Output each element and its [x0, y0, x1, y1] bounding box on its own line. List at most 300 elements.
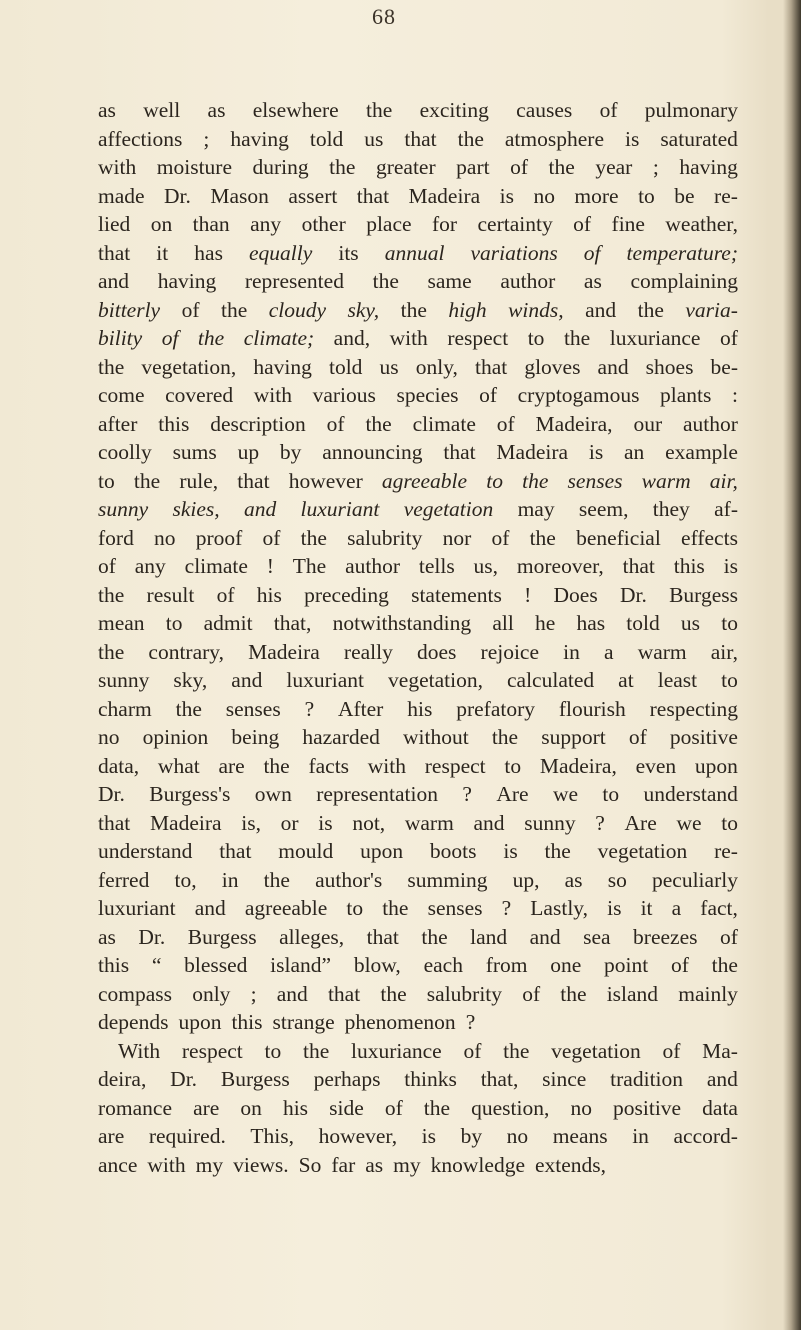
word: air, — [709, 468, 738, 493]
word: so — [607, 867, 627, 892]
word: point — [604, 953, 649, 977]
word: to — [346, 896, 364, 920]
word: my — [195, 1152, 224, 1177]
word: any — [250, 212, 282, 236]
word: ! — [266, 554, 274, 578]
word: mould — [278, 839, 334, 863]
word: So — [298, 1152, 322, 1177]
word: Dr. — [138, 924, 166, 949]
word: preceding — [304, 582, 389, 607]
word: than — [192, 212, 230, 236]
word: it — [156, 240, 169, 265]
word: its — [338, 240, 359, 265]
text-line — [98, 923, 738, 952]
word: to — [264, 1038, 282, 1063]
word: cryptogamous — [517, 383, 640, 407]
word: accord- — [673, 1124, 738, 1148]
word: that — [366, 924, 399, 949]
word: the — [302, 1038, 330, 1063]
word: greater — [375, 155, 436, 179]
word: of — [463, 1038, 482, 1063]
word: “ — [151, 953, 162, 977]
text-line — [98, 809, 738, 838]
word: the — [263, 867, 290, 892]
word: views. — [233, 1152, 289, 1177]
word: peculiarly — [652, 867, 738, 892]
word: agreeable — [381, 468, 468, 493]
word: climate — [412, 411, 476, 436]
word: mean — [98, 611, 145, 635]
word: respect — [181, 1038, 243, 1063]
word: far — [331, 1152, 356, 1177]
word: and — [529, 924, 561, 949]
word: least — [657, 668, 698, 692]
word: of — [496, 411, 515, 436]
word: facts — [308, 753, 350, 778]
word: to — [165, 611, 183, 635]
word: the — [197, 326, 225, 350]
word: Ma- — [702, 1038, 738, 1063]
word: result — [146, 582, 195, 607]
word: plants — [660, 383, 712, 407]
word: the — [563, 326, 591, 350]
word: author — [345, 554, 401, 578]
word: tells — [418, 554, 455, 578]
word: the — [457, 126, 484, 151]
word: having — [230, 126, 289, 151]
word: Lastly, — [530, 896, 589, 920]
text-line — [98, 1065, 738, 1094]
word: having — [157, 269, 217, 293]
word: this — [231, 1010, 263, 1034]
word: statements — [411, 582, 502, 607]
text-line — [98, 951, 738, 980]
word: example — [665, 440, 738, 464]
word: having — [253, 354, 312, 379]
word: with — [98, 155, 137, 179]
word: of — [161, 326, 179, 350]
word: they — [652, 497, 690, 521]
word: place — [366, 212, 412, 236]
word: opinion — [142, 725, 209, 749]
text-line — [98, 1008, 738, 1037]
word: for — [432, 212, 458, 236]
word: the — [380, 981, 407, 1006]
word: only — [192, 981, 231, 1006]
word: the — [503, 1038, 530, 1063]
word: moisture — [156, 155, 232, 179]
word: and — [706, 1067, 738, 1091]
word: told — [328, 354, 363, 379]
word: of — [583, 240, 601, 265]
text-line — [98, 695, 738, 724]
word: salubrity — [426, 981, 503, 1006]
word: ? — [465, 1010, 476, 1034]
word: sunny — [98, 497, 149, 521]
word: flourish — [558, 696, 626, 721]
word: data — [702, 1095, 738, 1120]
word: of — [522, 981, 541, 1006]
word: island” — [270, 953, 332, 977]
word: with — [147, 1152, 186, 1177]
word: high — [448, 297, 487, 322]
word: the — [529, 525, 556, 550]
word: are — [193, 1095, 220, 1120]
word: ! — [524, 582, 532, 607]
word: is — [318, 810, 333, 835]
word: however — [288, 468, 363, 493]
word: even — [635, 753, 677, 778]
word: as — [207, 98, 226, 122]
word: vegetation, — [388, 668, 483, 692]
word: annual — [384, 240, 445, 265]
word: warm — [641, 468, 691, 493]
word: what — [157, 753, 200, 778]
word: come — [98, 383, 145, 407]
word: assert — [288, 183, 338, 208]
word: the — [98, 354, 125, 379]
word: the — [365, 411, 392, 436]
word: is — [503, 839, 518, 863]
text-line — [98, 1094, 738, 1123]
word: data, — [98, 753, 140, 778]
word: told — [626, 611, 660, 635]
word: Mason — [210, 183, 269, 208]
word: vegetation, — [141, 354, 237, 379]
word: vegetation — [597, 839, 688, 863]
word: being — [231, 725, 280, 749]
word: temperature; — [626, 240, 738, 265]
word: perhaps — [313, 1067, 381, 1091]
word: charm — [98, 696, 152, 721]
word: proof — [195, 525, 243, 550]
word: and — [585, 297, 617, 322]
word: the — [133, 468, 161, 493]
word: or — [280, 810, 299, 835]
word: own — [254, 782, 292, 806]
word: us — [364, 126, 384, 151]
word: : — [731, 383, 738, 407]
word: that — [356, 183, 390, 208]
word: fine — [611, 212, 645, 236]
word: the — [548, 155, 575, 179]
word: After — [337, 696, 384, 721]
text-line — [98, 752, 738, 781]
word: Does — [553, 582, 598, 607]
word: and — [597, 354, 629, 379]
word: to — [721, 668, 738, 692]
word: boots — [429, 839, 477, 863]
word: up, — [512, 867, 540, 892]
word: The — [292, 554, 327, 578]
text-line — [98, 296, 738, 325]
text-line — [98, 894, 738, 923]
word: year — [595, 155, 633, 179]
word: more — [574, 183, 619, 208]
word: affections — [98, 126, 183, 151]
text-line — [98, 1037, 738, 1066]
text-line — [98, 495, 738, 524]
word: no — [533, 183, 555, 208]
word: of — [573, 212, 592, 236]
word: winds, — [508, 297, 564, 322]
word: thinks — [404, 1067, 457, 1091]
word: representation — [316, 782, 438, 806]
word: author — [682, 411, 738, 436]
word: support — [541, 725, 606, 749]
word: mainly — [678, 981, 738, 1006]
word: Burgess — [187, 924, 257, 949]
word: of — [181, 297, 200, 322]
word: sea — [583, 924, 611, 949]
text-line — [98, 410, 738, 439]
word: on — [240, 1095, 262, 1120]
word: to — [504, 753, 522, 778]
word: of — [384, 1095, 403, 1120]
word: sky, — [347, 297, 380, 322]
word: the — [372, 269, 399, 293]
word: tradition — [610, 1067, 684, 1091]
word: senses — [567, 468, 623, 493]
word: is — [499, 183, 514, 208]
word: extends, — [535, 1152, 607, 1177]
word: up — [237, 440, 260, 464]
word: we — [676, 810, 702, 835]
word: Madeira — [408, 183, 481, 208]
word: Madeira — [149, 810, 222, 835]
word: his — [282, 1095, 309, 1120]
word: senses — [427, 896, 483, 920]
text-line — [98, 1122, 738, 1151]
word: no — [154, 525, 176, 550]
word: is — [588, 440, 604, 464]
word: vegetation — [551, 1038, 641, 1063]
word: told — [309, 126, 344, 151]
word: the — [263, 753, 290, 778]
word: my — [393, 1152, 421, 1177]
word: rule, — [179, 468, 219, 493]
word: this — [158, 411, 190, 436]
word: is — [421, 1124, 437, 1148]
word: of — [671, 953, 689, 977]
word: announcing — [322, 440, 423, 464]
word: is, — [241, 810, 261, 835]
word: are — [98, 1124, 125, 1148]
text-line — [98, 609, 738, 638]
word: the — [637, 297, 664, 322]
word: no — [506, 1124, 529, 1148]
word: ; — [652, 155, 659, 179]
word: a — [671, 896, 682, 920]
word: and — [473, 810, 505, 835]
word: to — [602, 782, 620, 806]
word: varia- — [685, 297, 738, 322]
word: ance — [98, 1152, 138, 1177]
word: by — [279, 440, 302, 464]
word: summing — [407, 867, 488, 892]
word: with — [253, 383, 292, 407]
word: and — [243, 497, 277, 521]
word: the — [491, 725, 519, 749]
word: in — [221, 867, 239, 892]
word: to — [98, 468, 115, 493]
word: hazarded — [302, 725, 380, 749]
word: respect — [424, 753, 486, 778]
word: does — [416, 639, 457, 664]
word: This, — [250, 1124, 294, 1148]
text-line — [98, 837, 738, 866]
word: atmosphere — [504, 126, 604, 151]
word: only, — [415, 354, 458, 379]
word: understand — [98, 839, 193, 863]
word: a — [604, 639, 614, 664]
word: that — [475, 354, 508, 379]
word: beneficial — [576, 525, 661, 550]
text-line — [98, 1151, 738, 1180]
word: compass — [98, 981, 173, 1006]
word: ? — [501, 896, 512, 920]
word: one — [550, 953, 582, 977]
word: climate; — [243, 326, 315, 350]
word: and — [231, 668, 263, 692]
word: the — [300, 525, 327, 550]
word: represented — [244, 269, 344, 293]
word: are — [218, 753, 245, 778]
text-line — [98, 239, 738, 268]
word: lied — [98, 212, 131, 236]
word: of — [662, 1038, 681, 1063]
word: we — [552, 782, 579, 806]
word: climate — [184, 554, 248, 578]
word: sunny — [524, 810, 576, 835]
word: that — [98, 240, 131, 265]
word: alleges, — [279, 924, 345, 949]
word: prefatory — [456, 696, 535, 721]
word: Madeira — [248, 639, 320, 664]
word: upon — [360, 839, 404, 863]
word: covered — [165, 383, 234, 407]
word: air, — [710, 639, 738, 664]
word: variations — [470, 240, 558, 265]
word: us — [379, 354, 399, 379]
text-line — [98, 524, 738, 553]
word: his — [256, 582, 282, 607]
word: that — [622, 554, 655, 578]
word: that — [404, 126, 437, 151]
text-line — [98, 182, 738, 211]
word: warm — [404, 810, 454, 835]
word: part — [456, 155, 490, 179]
word: Madeira — [496, 440, 569, 464]
word: skies, — [172, 497, 220, 521]
word: calculated — [507, 668, 595, 692]
word: sky, — [173, 668, 208, 692]
word: on — [150, 212, 173, 236]
text-line — [98, 324, 738, 353]
word: phenomenon — [344, 1010, 456, 1034]
word: re- — [714, 183, 738, 208]
word: to — [638, 183, 655, 208]
word: Dr. — [170, 1067, 198, 1091]
word: means — [552, 1124, 608, 1148]
word: is — [607, 896, 622, 920]
word: as — [583, 269, 602, 293]
word: Madeira, — [535, 411, 613, 436]
word: Burgess — [669, 582, 738, 607]
text-line — [98, 866, 738, 895]
word: the — [98, 639, 125, 664]
word: bitterly — [98, 297, 161, 322]
word: the — [522, 468, 549, 493]
word: to — [486, 468, 503, 493]
word: nor — [442, 525, 472, 550]
word: sums — [172, 440, 217, 464]
word: luxuriance — [350, 1038, 442, 1063]
word: the — [423, 1095, 451, 1120]
word: of — [216, 582, 235, 607]
word: and — [276, 981, 308, 1006]
word: our — [633, 411, 663, 436]
word: deira, — [98, 1067, 147, 1091]
word: ? — [304, 696, 315, 721]
word: as — [564, 867, 583, 892]
word: without — [403, 725, 469, 749]
text-line — [98, 438, 738, 467]
word: certainty — [477, 212, 553, 236]
word: since — [542, 1067, 587, 1091]
word: rejoice — [480, 639, 540, 664]
word: seem, — [578, 497, 629, 521]
word: us — [680, 611, 701, 635]
word: that, — [273, 611, 312, 635]
word: of — [262, 525, 281, 550]
word: as — [98, 924, 116, 949]
word: luxuriant — [98, 896, 176, 920]
word: of — [326, 411, 345, 436]
word: that — [219, 839, 252, 863]
word: positive — [613, 1095, 682, 1120]
word: Burgess's — [149, 782, 231, 806]
word: shoes — [645, 354, 694, 379]
word: Dr. — [164, 183, 191, 208]
word: the — [366, 98, 393, 122]
word: the — [329, 155, 356, 179]
word: be- — [710, 354, 738, 379]
word: Burgess — [220, 1067, 290, 1091]
word: Dr. — [98, 782, 125, 806]
word: ? — [595, 810, 605, 835]
body-text — [98, 96, 738, 1179]
word: strange — [272, 1010, 335, 1034]
word: upon — [694, 753, 738, 778]
word: romance — [98, 1095, 173, 1120]
word: weather, — [665, 212, 738, 236]
word: vegetation — [403, 497, 494, 521]
text-line — [98, 210, 738, 239]
text-line — [98, 353, 738, 382]
word: no — [98, 725, 120, 749]
text-line — [98, 638, 738, 667]
word: the — [400, 297, 427, 322]
word: positive — [669, 725, 738, 749]
word: Are — [496, 782, 529, 806]
word: complaining — [630, 269, 738, 293]
word: is — [624, 126, 640, 151]
word: may — [517, 497, 555, 521]
word: bility — [98, 326, 143, 350]
word: really — [343, 639, 393, 664]
word: each — [423, 953, 463, 977]
